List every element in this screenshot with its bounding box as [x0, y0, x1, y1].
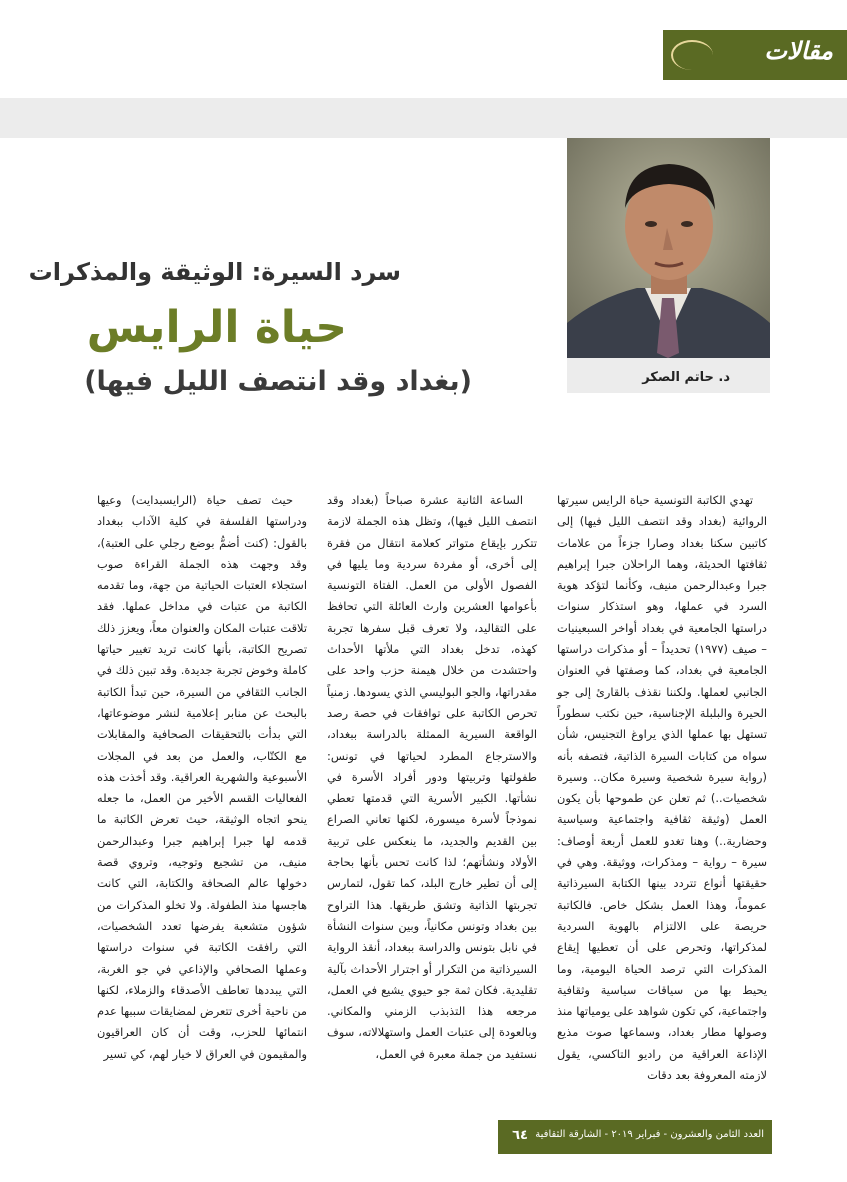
page-number: ٦٤ — [512, 1128, 528, 1143]
article-subtitle: سرد السيرة: الوثيقة والمذكرات — [28, 258, 401, 286]
text-column-2 — [327, 490, 537, 1061]
column-text: حيث تصف حياة (الرايسبدايت) وعيها ودراستها الفلسفة في كلية الآداب ببغداد بالقول: (كنت أضمُّ بوضع رجلي على العتبة)، وقد وجهت هذه الجملة القراءة صوب استجلاء العتبات الحياتية من جهة، وما تقدمه الكاتبة من عتبات في مداخل عملها. فقد تلاقت عتبات المكان والعنوان معاً، ويعزز ذلك تصريح الكاتبة، بأنها كانت تريد تغيير حياتها كاملة وخوض تجربة جديدة. وقد تبين ذلك في الجانب الثقافي من السيرة، حين تبدأ الكاتبة بالبحث عن منابر إعلامية لنشر موضوعاتها، التي بدأت بالتحقيقات الصحافية والمقابلات مع الكتّاب، والعمل من بعد في المجلات الأسبوعية والشهرية العراقية. وقد أخذت هذه الفعاليات القسم الأخير من العمل، ما جعله ينحو اتجاه الوثيقة، حيث تعرض الكاتبة ما قدمه لها جبرا إبراهيم جبرا وعبدالرحمن منيف، من تشجيع وتوجيه، وتروي قصة دخولها عالم الصحافة والكتابة، التي كانت هاجسها منذ الطفولة. ولا تخلو المذكرات من شؤون متشعبة يفرضها تعدد الشخصيات، التي رافقت الكاتبة في سنوات دراستها وعملها الصحافي والإذاعي في جو الغربة، التي يبددها تعاطف الأصدقاء والزملاء، لكنها من ناحية أخرى تتعرض لمضايقات سببها عدم انتمائها للحزب، وقت أن كان العراقيون والمقيمون في العراق لا خيار لهم، كي تسير — [97, 493, 307, 1061]
page-footer — [498, 1120, 772, 1154]
author-box — [567, 138, 770, 393]
article-subtitle-2: (بغداد وقد انتصف الليل فيها) — [84, 366, 472, 397]
author-photo — [567, 138, 770, 358]
column-text: تهدي الكاتبة التونسية حياة الرايس سيرتها الروائية (بغداد وقد انتصف الليل فيها) إلى كاتبين سكنا بغداد وصارا جزءاً من علامات ثقافتها الحديثة، وهما الراحلان جبرا إبراهيم جبرا وعبدالرحمن منيف، وكأنما لتؤكد هوية السرد في عملها، وهو استذكار سنوات دراستها الجامعية في بغداد أواخر السبعينيات – صيف (١٩٧٧) تحديداً – أو مذكرات دراستها الجامعية في بغداد، كما وصفتها في العنوان الجانبي لعملها. ولكننا نقذف بالقارئ إلى جو الحيرة والبلبلة الإجناسية، حين نكتب سطوراً تستهل بها عملها الذي يراوغ التجنيس، شأن سواه من كتابات السيرة الذاتية، فتصفه بأنه (رواية سيرة شخصية وسيرة مكان.. وسيرة شخصيات..) ثم تعلن عن طموحها بأن يكون العمل (وثيقة ثقافية واجتماعية وسياسية وحضارية..) وهنا تغدو للعمل أربعة أوصاف: سيرة – رواية – ومذكرات، ووثيقة. وهي في حقيقتها أنواع تتردد بينها الكتابة السيرذاتية عموماً، وهذا العمل بشكل خاص. فالكاتبة حريصة على الالتزام بالهوية السردية لمذكراتها، وتحرص على أن تعطيها إيقاع المذكرات التي ترصد الحياة اليومية، وما يحيط بها من سياقات سياسية وثقافية واجتماعية، كي تكون شواهد على يومياتها منذ وصولها مطار بغداد، وسماعها صوت مذيع الإذاعة العراقية من راديو التاكسي، يقول لازمته المعروفة بعد دقات — [557, 493, 768, 1083]
section-label: مقالات — [764, 36, 833, 65]
text-column-3 — [97, 490, 307, 1061]
text-column-1 — [557, 490, 768, 1083]
footer-issue-text: العدد الثامن والعشرون - فبراير ٢٠١٩ - الشارقة الثقافية — [535, 1129, 764, 1140]
article-title: حياة الرايس — [86, 302, 347, 353]
portrait-image — [567, 138, 770, 358]
section-tab — [663, 30, 847, 80]
column-text: الساعة الثانية عشرة صباحاً (بغداد وقد انتصف الليل فيها)، وتظل هذه الجملة لازمة تتكرر بإيقاع متواتر كعلامة انتقال من فقرة إلى أخرى، أو مفردة سردية وما يليها في الفصول الأولى من العمل. الفتاة التونسية بأعوامها العشرين وارث العائلة التي تحافظ على التقاليد، ولا تعرف قبل سفرها تجربة كهذه، تدخل بغداد التي ملأتها الأحداث واحتشدت من خلال هيمنة حزب واحد على مقدراتها، والجو البوليسي الذي يسودها. زمنياً تحرص الكاتبة على توافقات في حصة رصد الواقعة السيرية الممثلة بالدراسة ببغداد، والاسترجاع المطرد لحياتها في تونس: طفولتها وتربيتها ودور أفراد الأسرة في نشأتها. الكبير الأسرية التي قدمتها تعطي نموذجاً لأسرة ميسورة، لكنها تعاني الصراع بين القديم والجديد، ما ينعكس على تربية الأولاد ونشأتهم؛ لذا كانت تحس بأنها بحاجة إلى أن تطير خارج البلد، كما تقول، لتمارس تجربتها الذاتية وتشق طريقها. هذا التراوح بين بغداد وتونس مكانياً، وبين سنوات النشأة في نابل بتونس والدراسة ببغداد، أنقذ الرواية السيرذاتية من التكرار أو اجترار الأحداث بآلية تقليدية. فكان ثمة جو حيوي يشيع في العمل، مرجعه هذا التذبذب الزمني والمكاني. وبالعودة إلى عتبات العمل واستهلالاته، سوف نستفيد من جملة معبرة في العمل، — [327, 493, 537, 1061]
header-band — [0, 98, 847, 138]
author-caption: د. حاتم الصكر — [642, 370, 730, 385]
ornament-icon — [671, 40, 713, 70]
